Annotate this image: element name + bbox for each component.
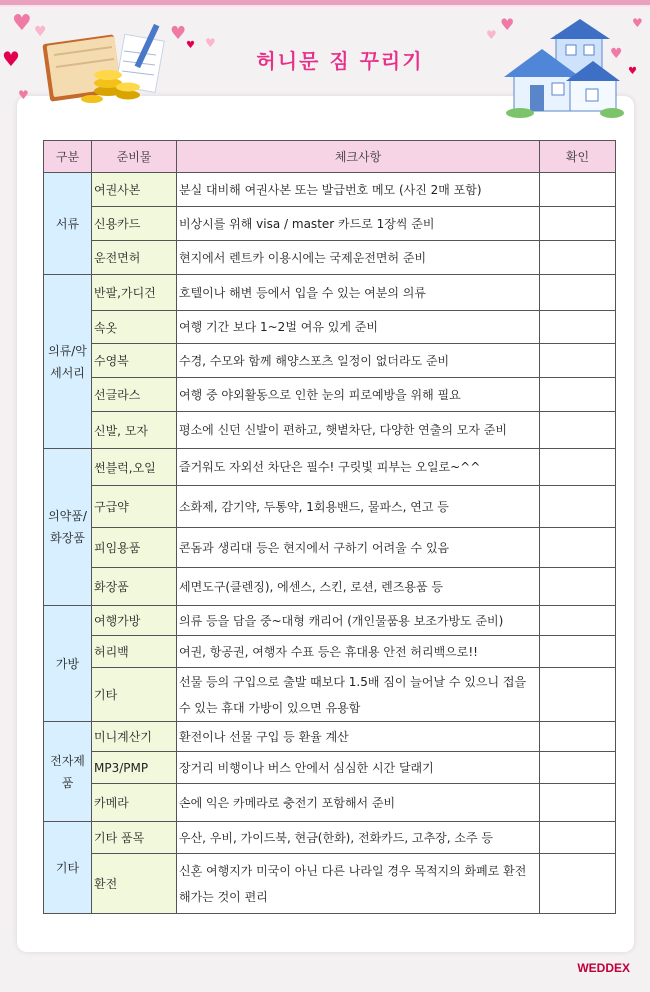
table-row [44,606,616,636]
check-cell: 여권, 항공권, 여행자 수표 등은 휴대용 안전 허리백으로!! [177,636,540,668]
check-cell: 신혼 여행지가 미국이 아닌 다른 나라일 경우 목적지의 화폐로 환전해가는 것이 편리 [177,854,540,914]
category-cell: 기타 [44,822,92,914]
category-cell: 전자제품 [44,722,92,822]
confirm-cell[interactable] [540,606,616,636]
check-cell: 비상시를 위해 visa / master 카드로 1장씩 준비 [177,207,540,241]
check-cell: 소화제, 감기약, 두통약, 1회용밴드, 물파스, 연고 등 [177,486,540,528]
confirm-cell[interactable] [540,173,616,207]
item-cell: 선글라스 [92,378,177,412]
item-cell: 기타 품목 [92,822,177,854]
item-cell: 신용카드 [92,207,177,241]
confirm-cell[interactable] [540,207,616,241]
check-cell: 수경, 수모와 함께 해양스포츠 일정이 없더라도 준비 [177,344,540,378]
confirm-cell[interactable] [540,722,616,752]
item-cell: 썬블럭,오일 [92,449,177,486]
header-item: 준비물 [92,141,177,173]
confirm-cell[interactable] [540,275,616,311]
confirm-cell[interactable] [540,668,616,722]
confirm-cell[interactable] [540,854,616,914]
item-cell: 환전 [92,854,177,914]
item-cell: 속옷 [92,311,177,344]
heart-icon: ♥ [18,88,29,102]
table-header-row [44,141,616,173]
header-category: 구분 [44,141,92,173]
confirm-cell[interactable] [540,344,616,378]
check-cell: 선물 등의 구입으로 출발 때보다 1.5배 짐이 늘어날 수 있으니 접을 수 있는 휴대 가방이 있으면 유용함 [177,668,540,722]
heart-icon: ♥ [186,40,195,51]
category-cell: 가방 [44,606,92,722]
heart-icon: ♥ [34,24,47,40]
item-cell: 미니계산기 [92,722,177,752]
item-cell: 반팔,가디건 [92,275,177,311]
table-row [44,722,616,752]
check-cell: 환전이나 선물 구입 등 환율 계산 [177,722,540,752]
packing-checklist-table [43,140,616,914]
table-row [44,568,616,606]
category-cell: 서류 [44,173,92,275]
confirm-cell[interactable] [540,412,616,449]
check-cell: 우산, 우비, 가이드북, 현금(한화), 전화카드, 고추장, 소주 등 [177,822,540,854]
table-row [44,636,616,668]
check-cell: 장거리 비행이나 버스 안에서 심심한 시간 달래기 [177,752,540,784]
item-cell: 구급약 [92,486,177,528]
confirm-cell[interactable] [540,636,616,668]
check-cell: 여행 중 야외활동으로 인한 눈의 피로예방을 위해 필요 [177,378,540,412]
house-icon [500,15,630,119]
item-cell: MP3/PMP [92,752,177,784]
item-cell: 운전면허 [92,241,177,275]
confirm-cell[interactable] [540,752,616,784]
heart-icon: ♥ [2,47,20,71]
table-row [44,854,616,914]
header [0,7,650,117]
check-cell: 세면도구(클렌징), 에센스, 스킨, 로션, 렌즈용품 등 [177,568,540,606]
heart-icon: ♥ [610,46,623,62]
check-cell: 평소에 신던 신발이 편하고, 햇볕차단, 다양한 연출의 모자 준비 [177,412,540,449]
table-row [44,311,616,344]
table-row [44,344,616,378]
confirm-cell[interactable] [540,378,616,412]
confirm-cell[interactable] [540,241,616,275]
check-cell: 콘돔과 생리대 등은 현지에서 구하기 어려울 수 있음 [177,528,540,568]
item-cell: 기타 [92,668,177,722]
table-row [44,207,616,241]
item-cell: 피임용품 [92,528,177,568]
item-cell: 여권사본 [92,173,177,207]
confirm-cell[interactable] [540,784,616,822]
table-row [44,449,616,486]
confirm-cell[interactable] [540,449,616,486]
item-cell: 허리백 [92,636,177,668]
table-row [44,275,616,311]
table-row [44,752,616,784]
table-row [44,528,616,568]
check-cell: 호텔이나 해변 등에서 입을 수 있는 여분의 의류 [177,275,540,311]
confirm-cell[interactable] [540,822,616,854]
heart-icon: ♥ [500,15,515,34]
table-row [44,412,616,449]
table-row [44,173,616,207]
check-cell: 즐거워도 자외선 차단은 필수! 구릿빛 피부는 오일로~^^ [177,449,540,486]
header-confirm: 확인 [540,141,616,173]
heart-icon: ♥ [12,11,32,36]
confirm-cell[interactable] [540,486,616,528]
notebook-coins-pen-icon [38,21,168,111]
check-cell: 현지에서 렌트카 이용시에는 국제운전면허 준비 [177,241,540,275]
item-cell: 신발, 모자 [92,412,177,449]
heart-icon: ♥ [170,23,187,44]
check-cell: 의류 등을 담을 중~대형 캐리어 (개인물품용 보조가방도 준비) [177,606,540,636]
check-cell: 분실 대비해 여권사본 또는 발급번호 메모 (사진 2매 포함) [177,173,540,207]
category-cell: 의약품/화장품 [44,449,92,606]
confirm-cell[interactable] [540,528,616,568]
heart-icon: ♥ [486,28,497,42]
item-cell: 여행가방 [92,606,177,636]
item-cell: 화장품 [92,568,177,606]
heart-icon: ♥ [205,36,216,50]
confirm-cell[interactable] [540,568,616,606]
item-cell: 수영복 [92,344,177,378]
confirm-cell[interactable] [540,311,616,344]
heart-icon: ♥ [628,66,637,77]
table-row [44,822,616,854]
check-cell: 여행 기간 보다 1~2벌 여유 있게 준비 [177,311,540,344]
table-row [44,486,616,528]
table-row [44,378,616,412]
table-row [44,668,616,722]
item-cell: 카메라 [92,784,177,822]
header-check: 체크사항 [177,141,540,173]
table-row [44,784,616,822]
table-row [44,241,616,275]
category-cell: 의류/악세서리 [44,275,92,449]
brand-logo: WEDDEX [577,961,630,975]
heart-icon: ♥ [632,16,643,30]
page-title: 허니문 짐 꾸리기 [256,49,424,73]
check-cell: 손에 익은 카메라로 충전기 포함해서 준비 [177,784,540,822]
